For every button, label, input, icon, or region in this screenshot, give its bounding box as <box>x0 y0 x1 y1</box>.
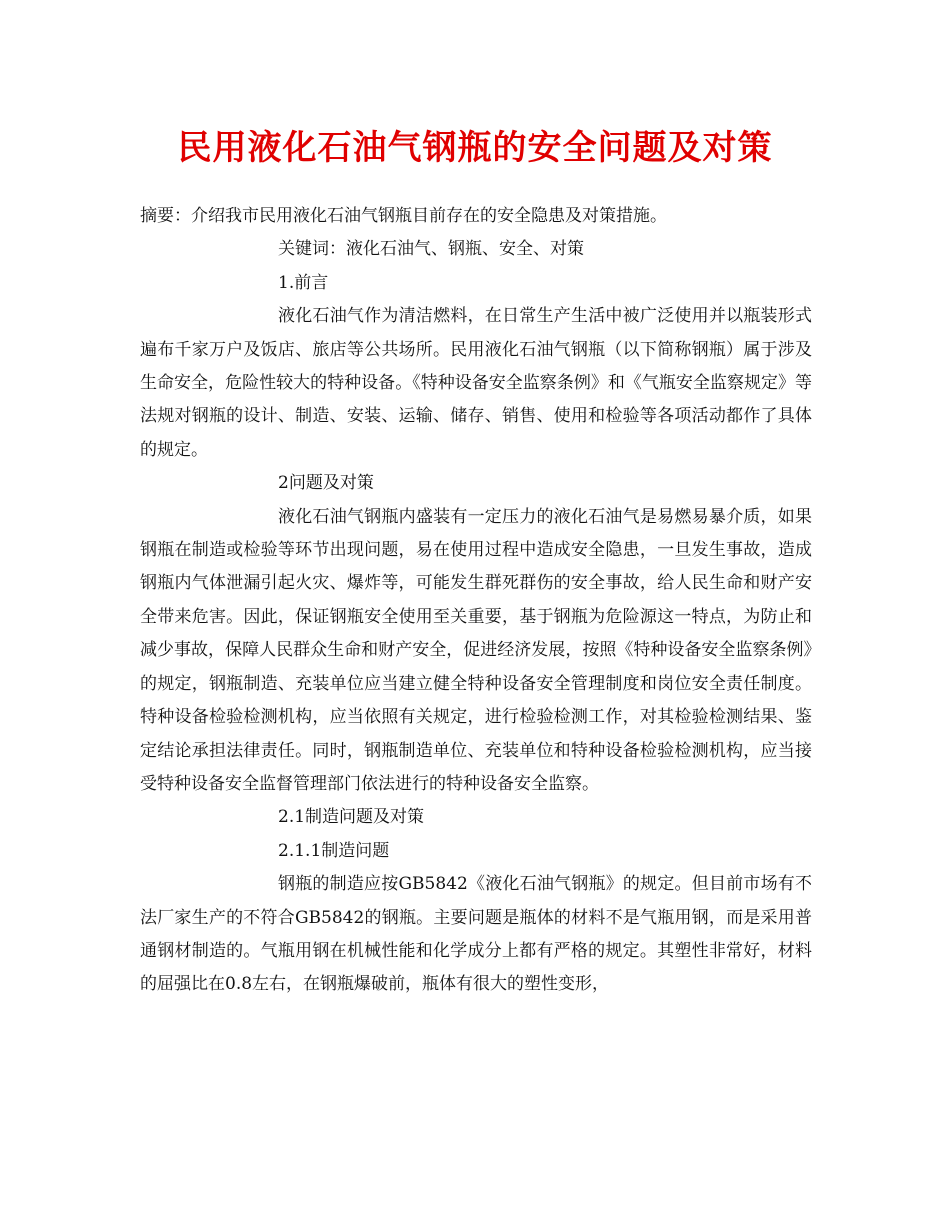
abstract-paragraph: 摘要：介绍我市民用液化石油气钢瓶目前存在的安全隐患及对策措施。 <box>140 206 667 226</box>
section-heading-2-1-1: 2.1.1制造问题 <box>278 840 390 861</box>
document-body <box>140 200 812 1002</box>
document-title: 民用液化石油气钢瓶的安全问题及对策 <box>177 128 773 168</box>
section-2-paragraph: 液化石油气钢瓶内盛装有一定压力的液化石油气是易燃易暴介质，如果钢瓶在制造或检验等环节出现问题，易在使用过程中造成安全隐患，一旦发生事故，造成钢瓶内气体泄漏引起火灾、爆炸等，可能发生群死群伤的安全事故，给人民生命和财产安全带来危害。因此，保证钢瓶安全使用至关重要，基于钢瓶为危险源这一特点，为防止和减少事故，保障人民群众生命和财产安全，促进经济发展，按照《特种设备安全监察条例》的规定，钢瓶制造、充装单位应当建立健全特种设备安全管理制度和岗位安全责任制度。 特种设备检验检测机构，应当依照有关规定，进行检验检测工作，对其检验检测结果、鉴定结论承担法律责任。同时，钢瓶制造单位、充装单位和特种设备检验检测机构，应当接受特种设备安全监督管理部门依法进行的特种设备安全监察。 <box>140 506 812 794</box>
section-1-paragraph: 液化石油气作为清洁燃料，在日常生产生活中被广泛使用并以瓶装形式遍布千家万户及饭店、旅店等公共场所。民用液化石油气钢瓶（以下简称钢瓶）属于涉及生命安全，危险性较大的特种设备。《特种设备安全监察条例》和《气瓶安全监察规定》等法规对钢瓶的设计、制造、安装、运输、储存、销售、使用和检验等各项活动都作了具体的规定。 <box>140 306 812 460</box>
section-heading-2: 2问题及对策 <box>278 473 374 494</box>
section-heading-1: 1.前言 <box>278 272 329 293</box>
section-heading-2-1: 2.1制造问题及对策 <box>278 807 425 828</box>
keywords-line: 关键词：液化石油气、钢瓶、安全、对策 <box>278 239 584 260</box>
section-2-1-1-paragraph: 钢瓶的制造应按GB5842《液化石油气钢瓶》的规定。但目前市场有不法厂家生产的不符合GB5842的钢瓶。主要问题是瓶体的材料不是气瓶用钢，而是采用普通钢材制造的。气瓶用钢在机械性能和化学成分上都有严格的规定。其塑性非常好，材料的屈强比在0.8左右，在钢瓶爆破前，瓶体有很大的塑性变形， <box>140 874 812 995</box>
